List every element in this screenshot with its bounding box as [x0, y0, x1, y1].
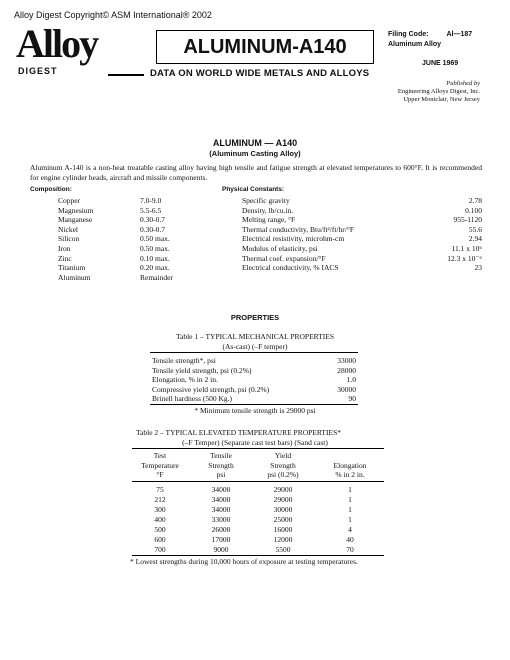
table1-row-value: 28000 [337, 365, 356, 375]
table2-subtitle: (–F Temper) (Separate cast test bars) (Sand cast) [182, 438, 328, 447]
table2-header-cell: Strength [270, 460, 296, 470]
composition-element: Titanium [58, 263, 86, 273]
table2-cell: 212 [154, 495, 166, 504]
composition-value: 0.10 max. [140, 253, 170, 263]
composition-value: 5.5-6.5 [140, 205, 162, 215]
composition-element: Aluminum [58, 272, 91, 282]
tagline: DATA ON WORLD WIDE METALS AND ALLOYS [150, 68, 370, 79]
table1-bottom-rule [150, 404, 358, 405]
table2-header-cell: Strength [208, 460, 234, 470]
logo-digest-label: DIGEST [18, 66, 58, 76]
table2-cell: 30000 [273, 505, 293, 514]
intro-paragraph: Aluminum A-140 is a non-heat treatable casting alloy having high tensile and fatigue strength at elevated temperatures to 600°F. It is recommended for engine cylinder heads, aircraft and missile components. [30, 163, 482, 182]
table1-row-value: 30000 [337, 384, 356, 394]
physical-value: 0.100 [465, 205, 482, 215]
filing-code-label: Filing Code: [388, 31, 429, 38]
publisher-line-3: Upper Montclair, New Jersey [403, 96, 480, 103]
table2-cell: 1 [348, 505, 352, 514]
table2-cell: 17000 [211, 535, 231, 544]
physical-property: Density, lb/cu.in. [242, 205, 294, 215]
composition-value: Remainder [140, 272, 173, 282]
physical-value: 55.6 [468, 224, 482, 234]
table2-cell: 29000 [273, 485, 293, 494]
table2-header-cell: psi (0.2%) [267, 470, 299, 479]
composition-value: 0.30-0.7 [140, 215, 165, 225]
table2-bottom-rule [132, 555, 384, 556]
composition-element: Copper [58, 196, 81, 205]
table2-cell: 75 [156, 485, 164, 494]
table2-cell: 500 [154, 525, 166, 534]
table1-subtitle: (As-cast) (–F temper) [222, 342, 288, 351]
composition-value: 0.30-0.7 [140, 224, 165, 234]
table2-header-cell: psi [216, 470, 226, 479]
table2-cell: 34000 [211, 495, 231, 504]
table2-cell: 34000 [211, 485, 231, 494]
composition-element: Manganese [58, 215, 93, 225]
table2-header-cell: Elongation [333, 460, 367, 470]
composition-element: Zinc [58, 253, 72, 263]
table2-header-cell: % in 2 in. [335, 470, 365, 479]
table2-cell: 29000 [273, 495, 293, 504]
composition-heading: Composition: [30, 186, 72, 193]
table2-cell: 4 [348, 525, 352, 534]
physical-property: Specific gravity [242, 196, 290, 205]
table2-cell: 70 [346, 545, 354, 554]
physical-property: Electrical conductivity, % IACS [242, 263, 339, 273]
composition-element: Silicon [58, 234, 80, 244]
article-heading: ALUMINUM — A140 [212, 138, 298, 148]
table2-cell: 400 [154, 515, 166, 524]
publication-date: JUNE 1969 [422, 60, 459, 67]
table2-cell: 12000 [273, 535, 293, 544]
table2-title: Table 2 – TYPICAL ELEVATED TEMPERATURE PROPERTIES* [136, 428, 342, 437]
table1-row-label: Brinell hardness (500 Kg.) [152, 394, 232, 404]
tagline-rule [108, 74, 144, 76]
filing-code-value: Al—187 [446, 31, 473, 38]
table1-row-label: Elongation, % in 2 in. [152, 375, 218, 385]
composition-value: 0.50 max. [140, 234, 170, 244]
table1-row-value: 90 [348, 394, 356, 404]
physical-property: Modulus of elasticity, psi [242, 244, 318, 253]
table2-header-cell: Tensile [210, 451, 232, 460]
properties-heading: PROPERTIES [230, 313, 280, 322]
composition-value: 0.50 max. [140, 244, 170, 253]
physical-value: 955-1120 [453, 215, 482, 225]
table2-header-cell: Temperature [141, 460, 179, 470]
publisher-block [368, 80, 480, 104]
physical-constants-heading: Physical Constants: [222, 186, 285, 193]
table1-row-label: Tensile strength*, psi [152, 356, 216, 365]
publisher-line-2: Engineering Alloys Digest, Inc. [397, 88, 480, 95]
table1-row-label: Tensile yield strength, psi (0.2%) [152, 365, 252, 375]
table1-row-value: 1.0 [346, 375, 356, 385]
physical-property: Thermal conductivity, Btu/ft²/ft/hr/°F [242, 224, 355, 234]
article-subheading: (Aluminum Casting Alloy) [209, 149, 301, 158]
physical-property: Electrical resistivity, microhm-cm [242, 234, 345, 244]
table2-cell: 1 [348, 515, 352, 524]
physical-property: Thermal coef. expansion/°F [242, 253, 326, 263]
copyright-line: Alloy Digest Copyright© ASM International® 2002 [14, 10, 212, 20]
table2-cell: 40 [346, 535, 354, 544]
table2-cell: 5500 [275, 545, 291, 554]
table2-header-cell: °F [156, 470, 164, 479]
table2-cell: 33000 [211, 515, 231, 524]
physical-value: 23 [474, 263, 482, 273]
table2-cell: 700 [154, 545, 166, 554]
table2-header-cell: Yield [274, 451, 292, 460]
composition-element: Iron [58, 244, 71, 253]
table2-cell: 1 [348, 495, 352, 504]
table2-cell: 16000 [273, 525, 293, 534]
publisher-line-1: Published by [446, 80, 480, 87]
table1-top-rule [150, 352, 358, 353]
table2-top-rule [132, 448, 384, 449]
physical-property: Melting range, °F [242, 215, 296, 225]
table2-cell: 1 [348, 485, 352, 494]
table2-footnote: * Lowest strengths during 10,000 hours of exposure at testing temperatures. [130, 557, 358, 566]
table2-cell: 300 [154, 505, 166, 514]
document-title: ALUMINUM-A140 [156, 30, 374, 64]
filing-category: Aluminum Alloy [388, 41, 442, 48]
table2-cell: 26000 [211, 525, 231, 534]
table1-title: Table 1 – TYPICAL MECHANICAL PROPERTIES [175, 332, 335, 341]
table2-cell: 25000 [273, 515, 293, 524]
physical-value: 2.94 [468, 234, 482, 244]
physical-value: 11.1 x 10⁶ [451, 244, 482, 253]
table2-header-rule [132, 481, 384, 482]
composition-value: 0.20 max. [140, 263, 170, 273]
physical-value: 2.78 [468, 196, 482, 205]
table1-row-value: 33000 [337, 356, 356, 365]
table2-header-cell: Test [153, 451, 167, 460]
table2-cell: 600 [154, 535, 166, 544]
filing-block [388, 30, 472, 50]
table2-cell: 34000 [211, 505, 231, 514]
composition-element: Magnesium [58, 205, 94, 215]
physical-value: 12.3 x 10⁻⁶ [447, 253, 482, 263]
table1-footnote: * Minimum tensile strength is 29000 psi [194, 406, 316, 415]
alloy-digest-logo: Alloy [16, 21, 98, 66]
composition-element: Nickel [58, 224, 78, 234]
table1-row-label: Compressive yield strength, psi (0.2%) [152, 384, 270, 394]
composition-value: 7.0-9.0 [140, 196, 162, 205]
table2-cell: 9000 [213, 545, 229, 554]
